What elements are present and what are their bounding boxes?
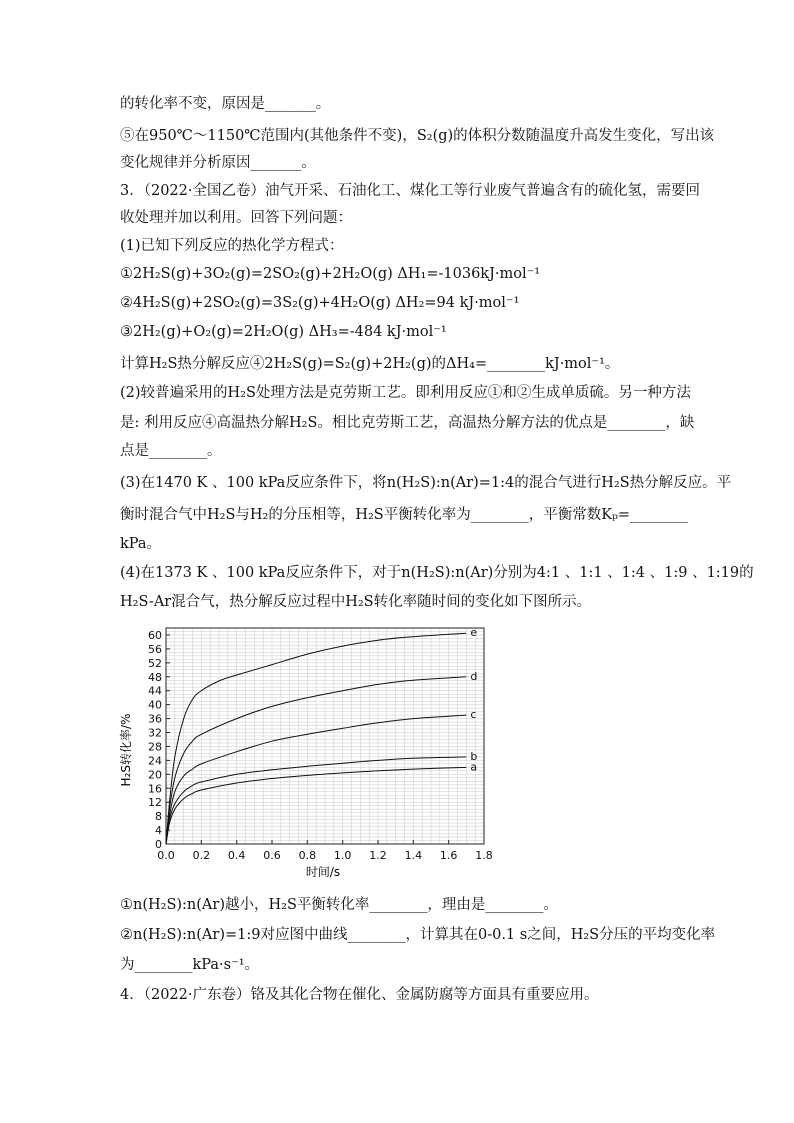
text-line: kPa。 [120, 536, 162, 552]
equation-1: ①2H₂S(g)+3O₂(g)=2SO₂(g)+2H₂O(g) ΔH₁=-1036kJ·mol⁻¹ [120, 266, 541, 282]
y-tick-label: 28 [148, 740, 162, 754]
series-label-c: c [470, 708, 477, 722]
text-line: (1)已知下列反应的热化学方程式： [120, 238, 344, 254]
x-tick-label: 1.2 [369, 849, 387, 862]
text-line: 点是________。 [120, 443, 222, 459]
y-tick-label: 56 [148, 642, 162, 656]
text-line: (4)在1373 K 、100 kPa反应条件下，对于n(H₂S):n(Ar)分别为4:1 、1:1 、1:4 、1:9 、1:19的 [120, 565, 754, 581]
series-label-d: d [470, 669, 478, 683]
y-tick-label: 8 [155, 810, 162, 824]
y-tick-label: 20 [148, 768, 162, 782]
x-tick-label: 0.0 [157, 849, 175, 862]
x-tick-label: 1.8 [475, 849, 493, 862]
y-tick-label: 16 [148, 782, 162, 796]
series-label-b: b [470, 749, 478, 763]
text-line: H₂S-Ar混合气，热分解反应过程中H₂S转化率随时间的变化如下图所示。 [120, 594, 592, 610]
x-tick-label: 0.4 [227, 849, 246, 862]
question-3-heading: 3．（2022·全国乙卷）油气开采、石油化工、煤化工等行业废气普遍含有的硫化氢，需要回 [120, 183, 700, 199]
text-line: 收处理并加以利用。回答下列问题： [120, 210, 352, 226]
y-tick-label: 44 [148, 684, 162, 698]
y-tick-label: 4 [155, 824, 162, 838]
x-tick-label: 0.2 [192, 849, 211, 862]
y-tick-label: 48 [148, 670, 162, 684]
y-tick-label: 0 [155, 838, 162, 851]
x-tick-label: 0.6 [263, 849, 281, 862]
text-line: 为________kPa·s⁻¹。 [120, 957, 260, 973]
y-tick-label: 12 [148, 796, 162, 810]
y-tick-label: 32 [148, 726, 162, 740]
y-axis-label: H₂S转化率/% [119, 713, 133, 787]
y-tick-label: 24 [148, 754, 162, 768]
text-line: 的转化率不变，原因是_______。 [120, 96, 331, 112]
text-line: 是: 利用反应④高温热分解H₂S。相比克劳斯工艺，高温热分解方法的优点是________，缺 [120, 415, 695, 431]
y-tick-label: 40 [148, 698, 162, 712]
text-line: ②n(H₂S):n(Ar)=1:9对应图中曲线________，计算其在0-0.1 s之间，H₂S分压的平均变化率 [120, 927, 716, 943]
text-line: (2)较普遍采用的H₂S处理方法是克劳斯工艺。即利用反应①和②生成单质硫。另一种方法 [120, 385, 691, 401]
y-tick-label: 60 [148, 628, 162, 642]
y-tick-label: 52 [148, 656, 162, 670]
y-tick-label: 36 [148, 712, 162, 726]
x-tick-label: 1.0 [333, 849, 352, 862]
question-4-heading: 4．（2022·广东卷）铬及其化合物在催化、金属防腐等方面具有重要应用。 [120, 987, 599, 1003]
equation-2: ②4H₂S(g)+2SO₂(g)=3S₂(g)+4H₂O(g) ΔH₂=94 kJ·mol⁻¹ [120, 295, 520, 311]
text-line: ①n(H₂S):n(Ar)越小，H₂S平衡转化率________，理由是________。 [120, 897, 558, 913]
conversion-chart [118, 622, 508, 884]
x-tick-label: 1.6 [439, 849, 458, 862]
x-tick-label: 0.8 [298, 849, 317, 862]
text-line: 衡时混合气中H₂S与H₂的分压相等，H₂S平衡转化率为________，平衡常数Kₚ=________ [120, 507, 689, 523]
chart-grid [166, 628, 484, 844]
series-label-a: a [470, 760, 478, 774]
text-line: 计算H₂S热分解反应④2H₂S(g)=S₂(g)+2H₂(g)的ΔH₄=________kJ·mol⁻¹。 [120, 356, 620, 372]
x-axis-label: 时间/s [305, 865, 341, 879]
series-label-e: e [470, 626, 478, 640]
equation-3: ③2H₂(g)+O₂(g)=2H₂O(g) ΔH₃=-484 kJ·mol⁻¹ [120, 324, 447, 340]
x-tick-label: 1.4 [404, 849, 423, 862]
text-line: ⑤在950℃～1150℃范围内(其他条件不变)，S₂(g)的体积分数随温度升高发生变化，写出该 [120, 128, 715, 144]
text-line: (3)在1470 K 、100 kPa反应条件下，将n(H₂S):n(Ar)=1:4的混合气进行H₂S热分解反应。平 [120, 475, 732, 491]
text-line: 变化规律并分析原因_______。 [120, 155, 316, 171]
